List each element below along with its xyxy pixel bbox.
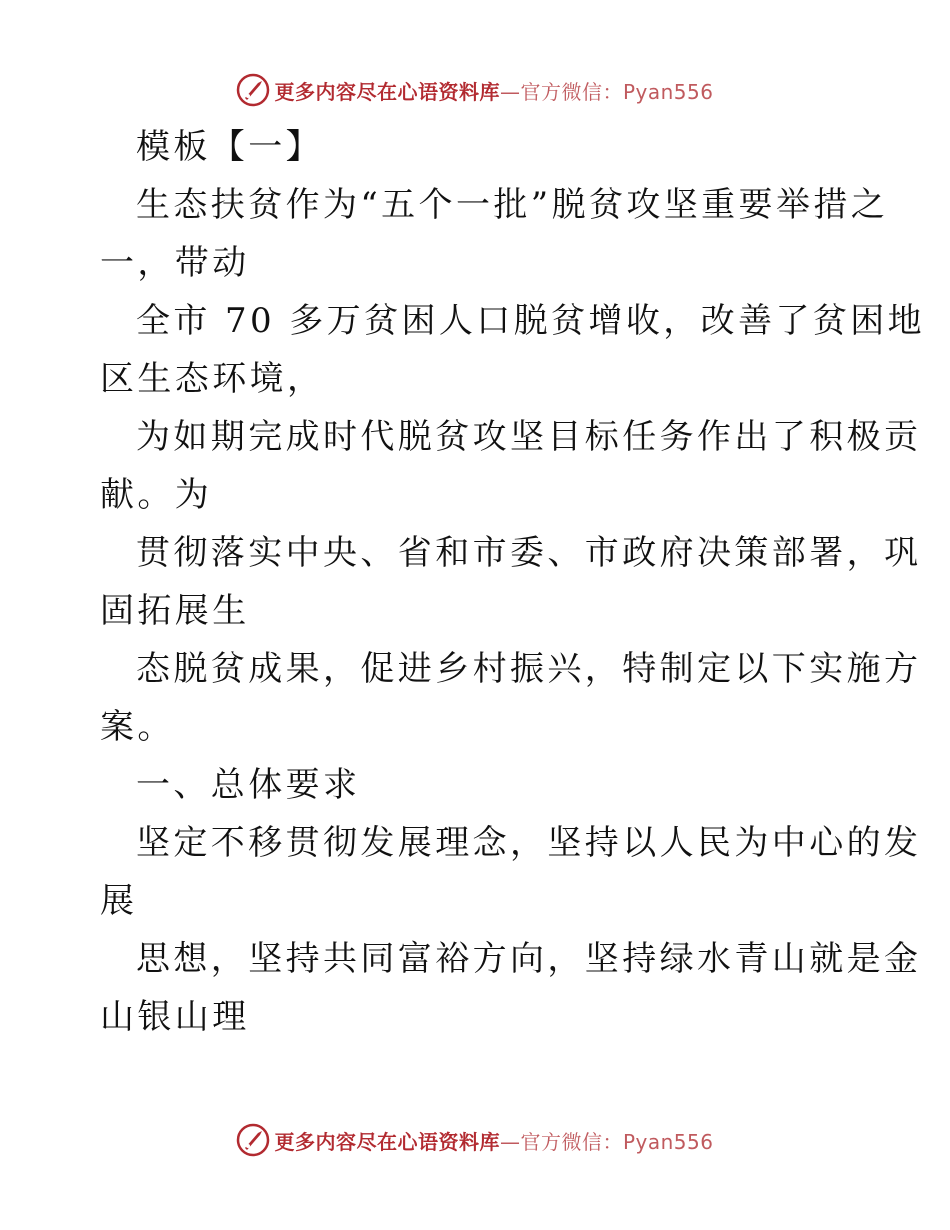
- footer-watermark: [0, 1118, 950, 1162]
- quill-logo-icon: [236, 1123, 270, 1157]
- paragraph-line: 坚定不移贯彻发展理念，坚持以人民为中心的发: [136, 823, 922, 863]
- heading-template: 模板【一】: [136, 127, 323, 167]
- watermark-separator: —: [499, 79, 521, 104]
- paragraph-line: 展: [100, 881, 138, 921]
- section-heading: 一、总体要求: [136, 765, 361, 805]
- paragraph-line: 为如期完成时代脱贫攻坚目标任务作出了积极贡: [136, 417, 922, 457]
- watermark-separator: —: [499, 1129, 521, 1154]
- watermark-text: [274, 1126, 713, 1155]
- paragraph-line: 全市 70 多万贫困人口脱贫增收，改善了贫困地: [136, 301, 926, 341]
- paragraph-line: 贯彻落实中央、省和市委、市政府决策部署，巩: [136, 533, 922, 573]
- watermark-wechat: 官方微信：Pyan556: [520, 1129, 714, 1154]
- paragraph-line: 生态扶贫作为“五个一批”脱贫攻坚重要举措之: [136, 185, 889, 225]
- document-body: [100, 118, 926, 1046]
- paragraph-line: 一，带动: [100, 243, 250, 283]
- watermark-text: [274, 76, 713, 105]
- header-watermark: [0, 68, 950, 112]
- watermark-main: 更多内容尽在心语资料库: [274, 1129, 500, 1154]
- watermark-wechat: 官方微信：Pyan556: [520, 79, 714, 104]
- paragraph-line: 献。为: [100, 475, 213, 515]
- paragraph-line: 山银山理: [100, 997, 250, 1037]
- paragraph-line: 思想，坚持共同富裕方向，坚持绿水青山就是金: [136, 939, 922, 979]
- paragraph-line: 案。: [100, 707, 175, 747]
- paragraph-line: 固拓展生: [100, 591, 250, 631]
- watermark-main: 更多内容尽在心语资料库: [274, 79, 500, 104]
- paragraph-line: 态脱贫成果，促进乡村振兴，特制定以下实施方: [136, 649, 922, 689]
- quill-logo-icon: [236, 73, 270, 107]
- paragraph-line: 区生态环境，: [100, 359, 325, 399]
